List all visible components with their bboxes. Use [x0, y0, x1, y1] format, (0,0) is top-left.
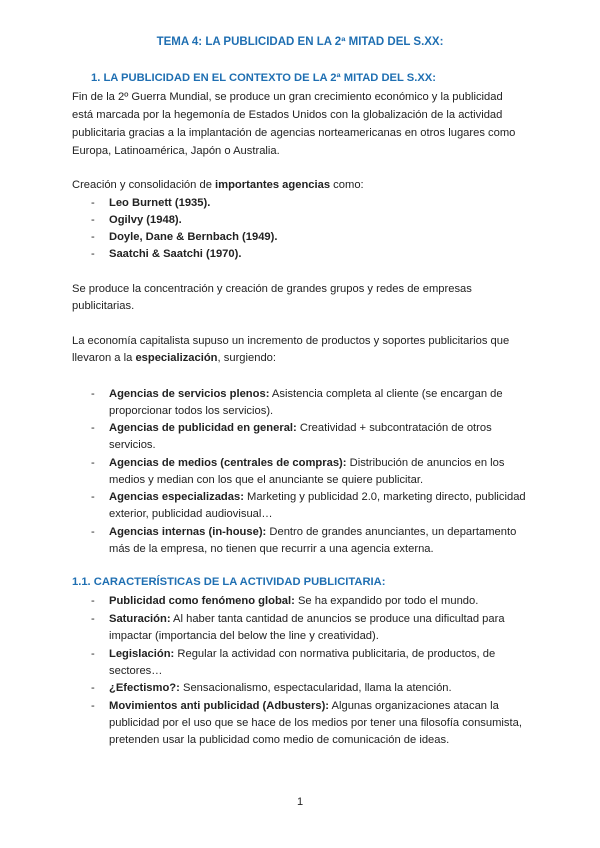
list-bullet: - [91, 197, 95, 209]
page-number: 1 [296, 796, 304, 808]
list-item-continuation: proporcionar todos los servicios). [109, 405, 274, 417]
list-item-continuation: medios y median con los que el anunciante se quiere publicitar. [109, 474, 424, 486]
intro-line-1: Fin de la 2º Guerra Mundial, se produce un gran crecimiento económico y la publicidad [72, 91, 503, 103]
list-item: Ogilvy (1948). [109, 214, 182, 226]
list-item-continuation: pretenden usar la publicidad como medio de comunicación de ideas. [109, 734, 450, 746]
list-bullet: - [91, 388, 95, 400]
concentration-line-1: Se produce la concentración y creación de grandes grupos y redes de empresas [72, 283, 472, 295]
list-item: Agencias internas (in-house): Dentro de grandes anunciantes, un departamento [109, 526, 517, 538]
concentration-line-2: publicitarias. [72, 300, 135, 312]
section-1-heading: 1. LA PUBLICIDAD EN EL CONTEXTO DE LA 2ª MITAD DEL S.XX: [91, 72, 436, 84]
list-item-continuation: exterior, publicidad audiovisual… [109, 508, 273, 520]
list-bullet: - [91, 648, 95, 660]
list-bullet: - [91, 231, 95, 243]
intro-line-3: publicitaria gracias a la implantación de agencias norteamericanas en otros lugares como [72, 127, 516, 139]
list-item: Saatchi & Saatchi (1970). [109, 248, 242, 260]
economy-line-2: llevaron a la especialización, surgiendo: [72, 352, 276, 364]
list-item-continuation: publicidad por el uso que se hace de los medios por tener una filosofía consumista, [109, 717, 522, 729]
list-bullet: - [91, 491, 95, 503]
list-item: Agencias de medios (centrales de compras): Distribución de anuncios en los [109, 457, 505, 469]
list-item-continuation: servicios. [109, 439, 156, 451]
list-bullet: - [91, 457, 95, 469]
list-item: Agencias de publicidad en general: Creatividad + subcontratación de otros [109, 422, 492, 434]
list-bullet: - [91, 682, 95, 694]
list-item: Agencias especializadas: Marketing y publicidad 2.0, marketing directo, publicidad [109, 491, 526, 503]
list-item-continuation: sectores… [109, 665, 163, 677]
list-item: ¿Efectismo?: Sensacionalismo, espectacularidad, llama la atención. [109, 682, 452, 694]
list-bullet: - [91, 214, 95, 226]
list-bullet: - [91, 700, 95, 712]
list-item-continuation: más de la empresa, no tienen que recurrir a una agencia externa. [109, 543, 434, 555]
list-item: Movimientos anti publicidad (Adbusters): Algunas organizaciones atacan la [109, 700, 499, 712]
list-item-continuation: impactar (importancia del below the line y creatividad). [109, 630, 379, 642]
list-bullet: - [91, 248, 95, 260]
agencies-intro: Creación y consolidación de importantes agencias como: [72, 179, 364, 191]
intro-line-2: está marcada por la hegemonía de Estados Unidos con la globalización de la actividad [72, 109, 503, 121]
list-item: Doyle, Dane & Bernbach (1949). [109, 231, 278, 243]
list-item: Legislación: Regular la actividad con normativa publicitaria, de productos, de [109, 648, 496, 660]
list-bullet: - [91, 613, 95, 625]
intro-line-4: Europa, Latinoamérica, Japón o Australia. [72, 145, 280, 157]
section-1-1-heading: 1.1. CARACTERÍSTICAS DE LA ACTIVIDAD PUBLICITARIA: [72, 576, 386, 588]
list-bullet: - [91, 595, 95, 607]
page-title: TEMA 4: LA PUBLICIDAD EN LA 2ª MITAD DEL S.XX: [156, 36, 444, 48]
list-item: Publicidad como fenómeno global: Se ha expandido por todo el mundo. [109, 595, 479, 607]
list-bullet: - [91, 526, 95, 538]
list-item: Leo Burnett (1935). [109, 197, 211, 209]
list-bullet: - [91, 422, 95, 434]
list-item: Saturación: Al haber tanta cantidad de anuncios se produce una dificultad para [109, 613, 505, 625]
list-item: Agencias de servicios plenos: Asistencia completa al cliente (se encargan de [109, 388, 503, 400]
economy-line-1: La economía capitalista supuso un incremento de productos y soportes publicitarios que [72, 335, 510, 347]
